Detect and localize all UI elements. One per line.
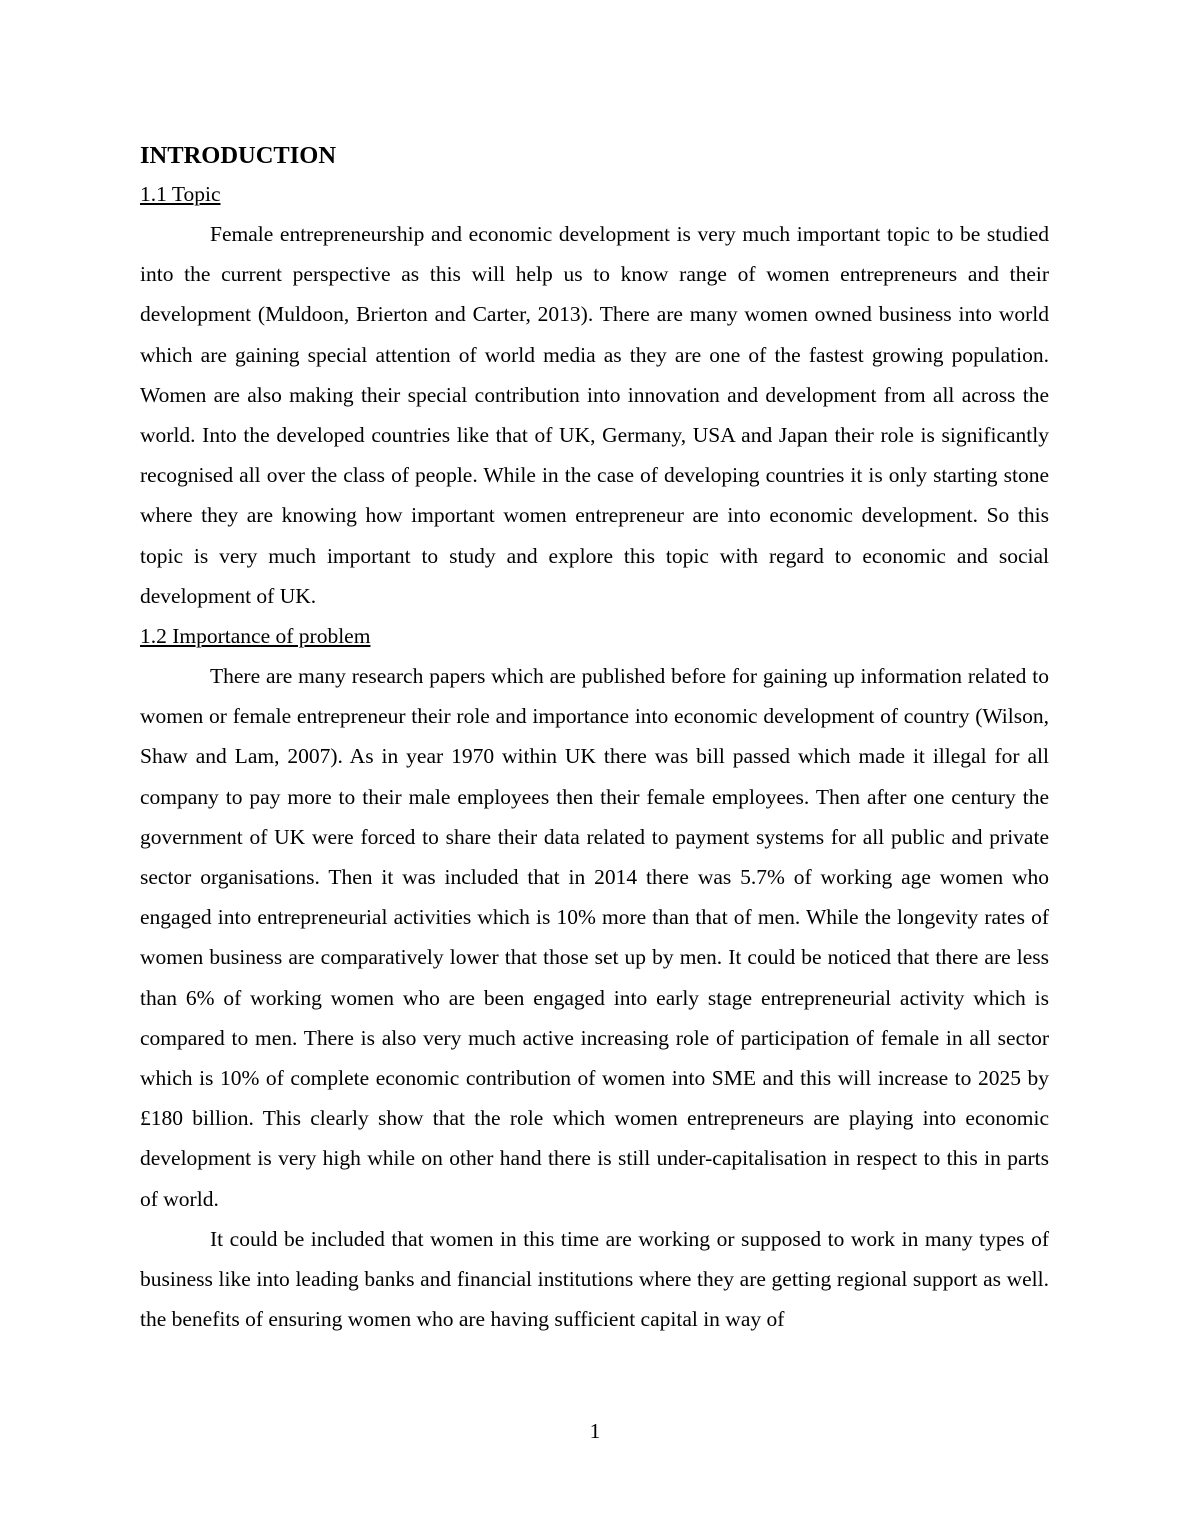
paragraph: It could be included that women in this time are working or supposed to work in many types of business like into leading banks and financial institutions where they are getting regional support as well. the benefits of ensuring women who are having sufficient capital in way of xyxy=(140,1226,1049,1332)
section-title: 1.1 Topic xyxy=(140,182,221,206)
section-topic xyxy=(140,174,1049,616)
page-number: 1 xyxy=(589,1419,601,1443)
document-heading: INTRODUCTION xyxy=(140,142,337,169)
section-title: 1.2 Importance of problem xyxy=(140,624,371,649)
paragraph: There are many research papers which are published before for gaining up information related to women or female entrepreneur their role and importance into economic development of country (Wilson, Shaw and Lam, 2007). As in year 1970 within UK there was bill passed which made it illegal for all company to pay more to their male employees then their female employees. Then after one century the government of UK were forced to share their data related to payment systems for all public and private sector organisations. Then it was included that in 2014 there was 5.7% of working age women who engaged into entrepreneurial activities which is 10% more than that of men. While the longevity rates of women business are comparatively lower that those set up by men. It could be noticed that there are less than 6% of working women who are been engaged into early stage entrepreneurial activity which is compared to men. There is also very much active increasing role of participation of female in all sector which is 10% of complete economic contribution of women into SME and this will increase to 2025 by £180 billion. This clearly show that the role which women entrepreneurs are playing into economic development is very high while on other hand there is still under-capitalisation in respect to this in parts of world. xyxy=(140,664,1049,1211)
section-importance-of-problem xyxy=(140,616,1049,1339)
document-body xyxy=(140,138,1049,1339)
paragraph: Female entrepreneurship and economic development is very much important topic to be studied into the current perspective as this will help us to know range of women entrepreneurs and their development (Muldoon, Brierton and Carter, 2013). There are many women owned business into world which are gaining special attention of world media as they are one of the fastest growing population. Women are also making their special contribution into innovation and development from all across the world. Into the developed countries like that of UK, Germany, USA and Japan their role is significantly recognised all over the class of people. While in the case of developing countries it is only starting stone where they are knowing how important women entrepreneur are into economic development. So this topic is very much important to study and explore this topic with regard to economic and social development of UK. xyxy=(140,222,1049,608)
